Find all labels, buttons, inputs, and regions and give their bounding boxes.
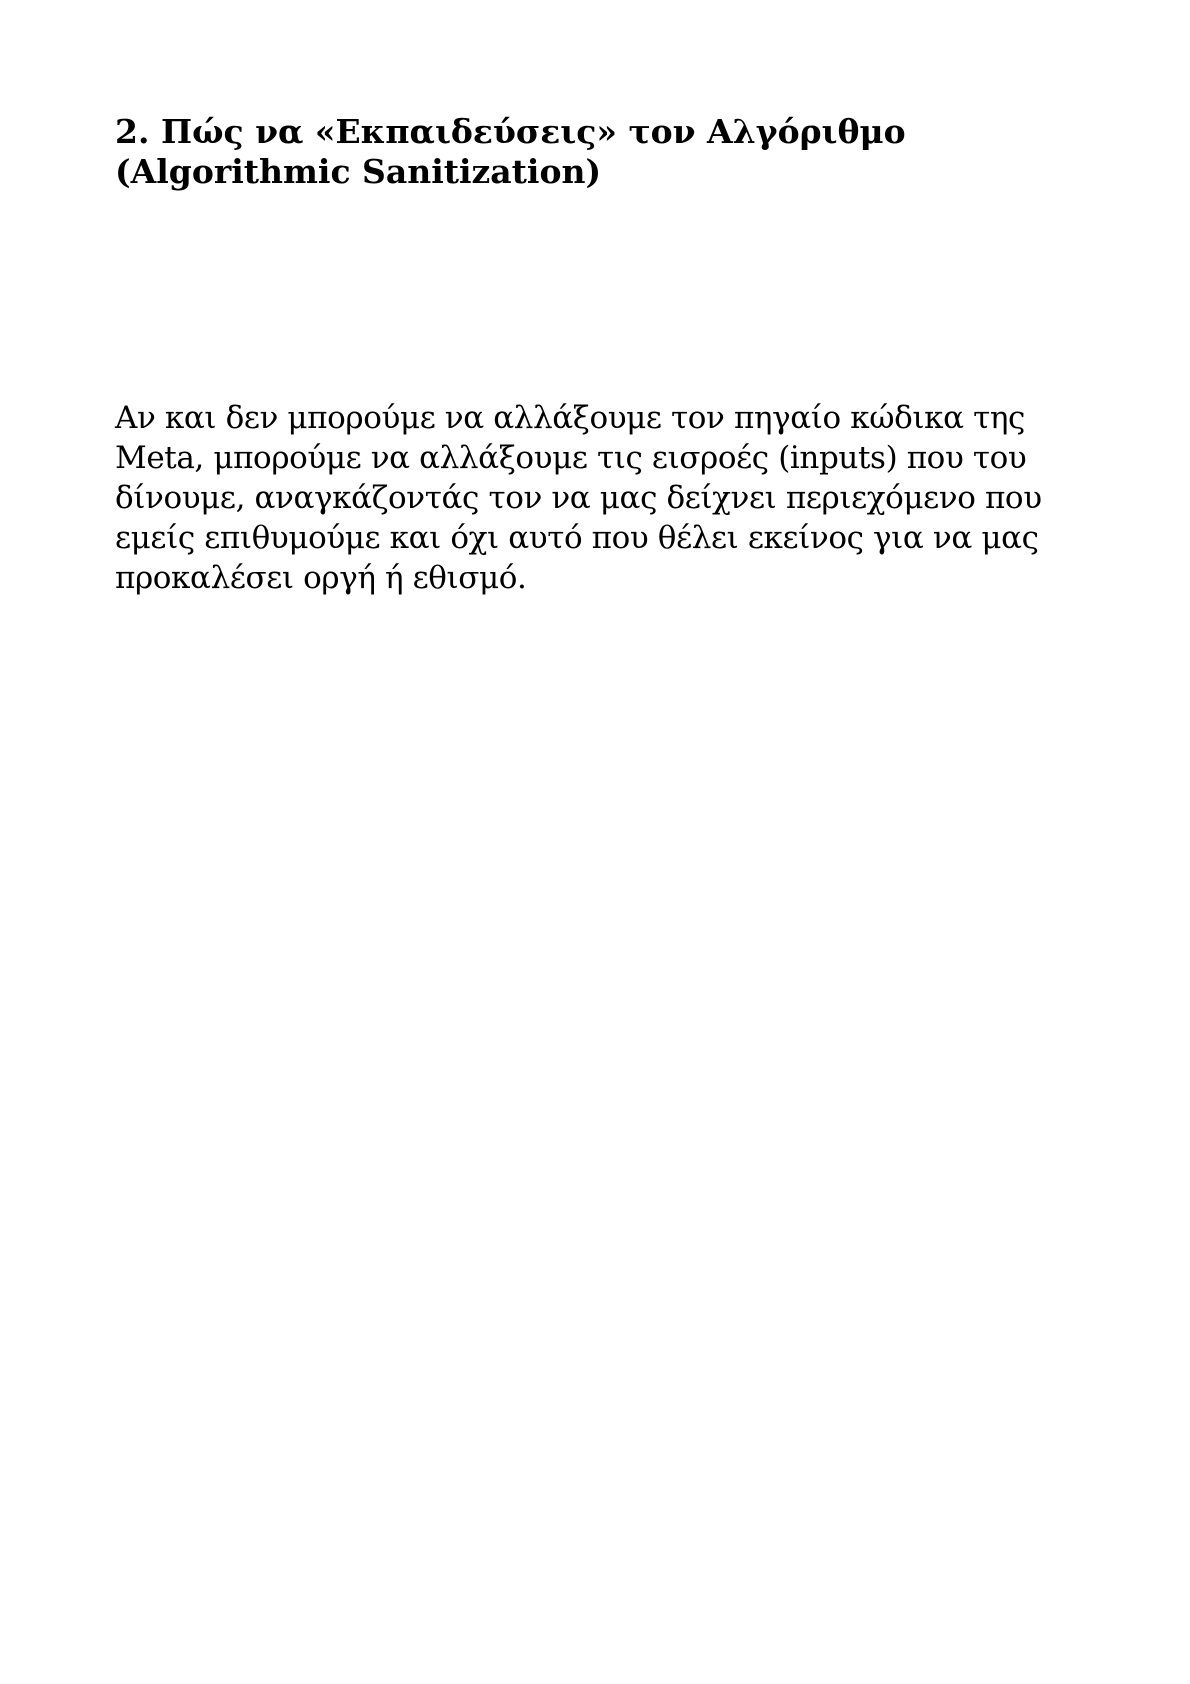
paragraph-line: προκαλέσει οργή ή εθισμό. [115,560,527,596]
section-heading [115,112,1075,192]
paragraph-line: Αν και δεν μπορούμε να αλλάξουμε τον πηγαίο κώδικα της [115,400,1025,436]
paragraph-line: δίνουμε, αναγκάζοντάς τον να μας δείχνει περιεχόμενο που [115,480,1042,516]
section-heading-line: (Algorithmic Sanitization) [115,152,602,191]
body-paragraph [115,398,1075,598]
paragraph-line: εμείς επιθυμούμε και όχι αυτό που θέλει εκείνος για να μας [115,520,1039,556]
paragraph-line: Meta, μπορούμε να αλλάξουμε τις εισροές (inputs) που του [115,440,1027,476]
section-heading-line: 2. Πώς να «Εκπαιδεύσεις» τον Αλγόριθμο [115,112,906,151]
